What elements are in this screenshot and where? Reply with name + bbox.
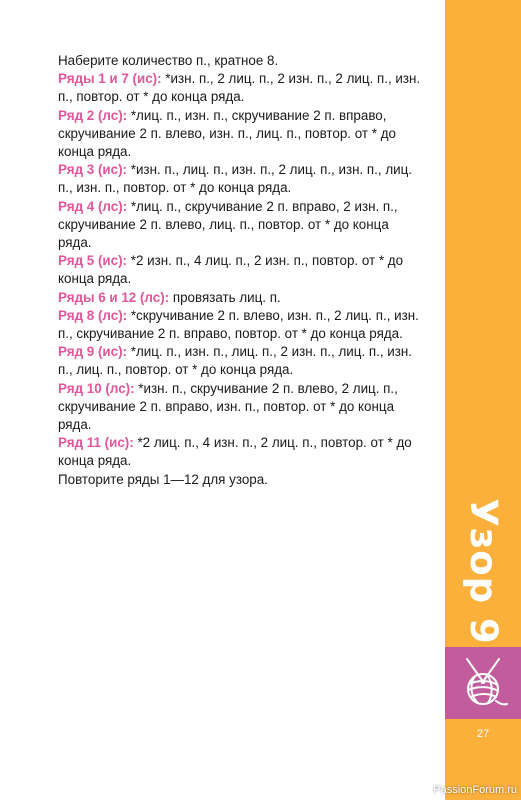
row-label: Ряд 10 (лс): bbox=[58, 380, 135, 396]
row-instruction bbox=[58, 107, 426, 162]
outro-text: Повторите ряды 1—12 для узора. bbox=[58, 471, 268, 487]
pattern-instructions bbox=[58, 52, 426, 489]
row-instruction bbox=[58, 70, 426, 106]
row-instruction bbox=[58, 252, 426, 288]
yarn-badge bbox=[445, 647, 521, 719]
watermark-text: PassionForum.ru bbox=[433, 784, 517, 796]
row-text: *изн. п., лиц. п., изн. п., 2 лиц. п., изн. п., лиц. п., изн. п., повтор. от * до конца ряда. bbox=[58, 162, 413, 196]
row-label: Ряд 5 (ис): bbox=[58, 253, 128, 269]
row-label: Ряды 6 и 12 (лс): bbox=[58, 289, 170, 305]
row-text: *скручивание 2 п. влево, изн. п., 2 лиц. п., изн. п., скручивание 2 п. вправо, повтор. от * до конца ряда. bbox=[58, 307, 419, 342]
row-label: Ряд 8 (лс): bbox=[58, 307, 128, 323]
page-number: 27 bbox=[476, 728, 490, 740]
yarn-ball-icon bbox=[457, 655, 509, 709]
row-text: *лиц. п., изн. п., лиц. п., 2 изн. п., лиц. п., изн. п., лиц. п., повтор. от * до конца ряда. bbox=[58, 344, 413, 378]
row-instruction bbox=[58, 434, 426, 470]
pattern-title-text: Узор 9 bbox=[461, 497, 505, 645]
row-label: Ряд 2 (лс): bbox=[58, 107, 128, 123]
row-instruction bbox=[58, 307, 426, 343]
row-text: *лиц. п., скручивание 2 п. вправо, 2 изн. п., скручивание 2 п. влево, лиц. п., повтор. от * до конца ряда. bbox=[58, 198, 398, 251]
row-instruction bbox=[58, 198, 426, 253]
row-instruction bbox=[58, 343, 426, 379]
row-label: Ряд 11 (ис): bbox=[58, 435, 134, 451]
row-instruction bbox=[58, 161, 426, 197]
row-label: Ряды 1 и 7 (ис): bbox=[58, 71, 162, 87]
row-text: *2 изн. п., 4 лиц. п., 2 изн. п., повтор. от * до конца ряда. bbox=[58, 253, 404, 287]
pattern-title bbox=[445, 497, 521, 645]
row-text: *лиц. п., изн. п., скручивание 2 п. вправо, скручивание 2 п. влево, изн. п., лиц. п., повтор. от * до конца ряда. bbox=[58, 107, 396, 160]
intro-text: Наберите количество п., кратное 8. bbox=[58, 53, 279, 68]
row-instruction bbox=[58, 380, 426, 435]
row-text: *изн. п., 2 лиц. п., 2 изн. п., 2 лиц. п., изн. п., повтор. от * до конца ряда. bbox=[58, 71, 421, 105]
row-label: Ряд 9 (ис): bbox=[58, 344, 128, 360]
row-label: Ряд 3 (ис): bbox=[58, 162, 128, 178]
row-text: провязать лиц. п. bbox=[169, 289, 281, 305]
row-label: Ряд 4 (лс): bbox=[58, 198, 128, 214]
row-text: *изн. п., скручивание 2 п. влево, 2 лиц. п., скручивание 2 п. вправо, изн. п., повтор. от * до конца ряда. bbox=[58, 380, 398, 433]
row-instruction bbox=[58, 289, 426, 307]
row-text: *2 лиц. п., 4 изн. п., 2 лиц. п., повтор. от * до конца ряда. bbox=[58, 435, 412, 469]
